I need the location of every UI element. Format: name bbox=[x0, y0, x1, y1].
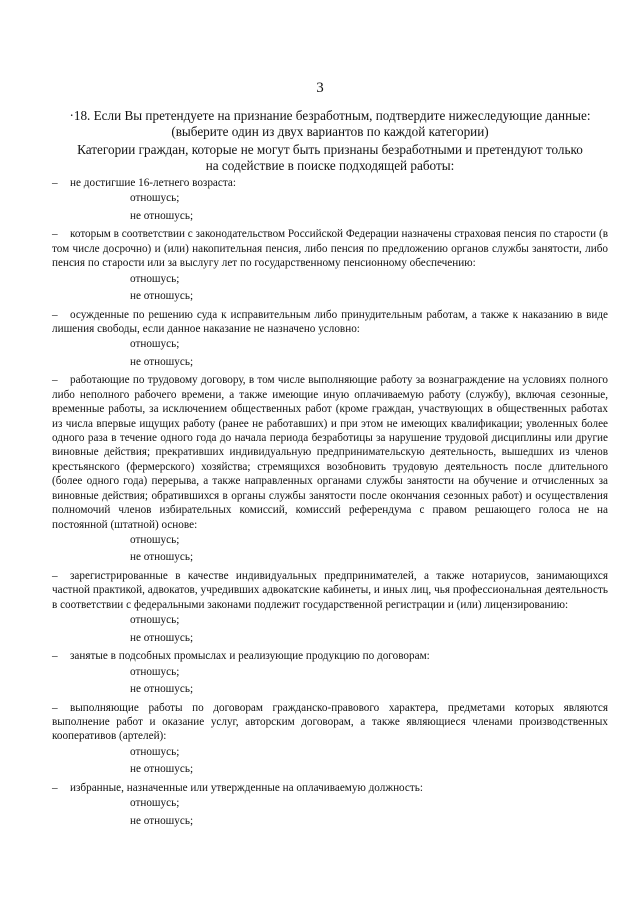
page-number: 3 bbox=[316, 80, 324, 96]
option-yes[interactable]: отношусь; bbox=[130, 745, 180, 758]
category-item bbox=[52, 176, 608, 190]
option-yes[interactable]: отношусь; bbox=[130, 192, 180, 205]
option-no[interactable]: не отношусь; bbox=[130, 763, 194, 776]
question-subtitle: (выберите один из двух вариантов по каждой категории) bbox=[171, 124, 489, 139]
option-no[interactable]: не отношусь; bbox=[130, 551, 194, 564]
list-dash: – bbox=[52, 308, 58, 321]
option-yes[interactable]: отношусь; bbox=[130, 665, 180, 678]
list-dash: – bbox=[52, 374, 58, 387]
option-no[interactable]: не отношусь; bbox=[130, 631, 194, 644]
option-yes[interactable]: отношусь; bbox=[130, 272, 180, 285]
category-item bbox=[52, 308, 608, 337]
question-title: ·18. Если Вы претендуете на признание безработным, подтвердите нижеследующие данные: bbox=[69, 108, 591, 123]
category-text: которым в соответствии с законодательством Российской Федерации назначены страховая пенсия по старости (в том числе досрочно) и (или) накопительная пенсия, либо пенсия по предложению органов службы занятости, либо пенсия по старости или за выслугу лет по государственному пенсионному обеспечению: bbox=[52, 228, 608, 270]
category-text: не достигшие 16-летнего возраста: bbox=[70, 177, 236, 189]
category-text: зарегистрированные в качестве индивидуальных предпринимателей, а также нотариусов, занимающихся частной практикой, адвокатов, учредивших адвокатские кабинеты, и иных лиц, чья профессиональная деятельность в соответствии с федеральными законами подлежит государственной регистрации и (или) лицензированию: bbox=[52, 569, 608, 611]
category-item bbox=[52, 649, 608, 663]
list-dash: – bbox=[52, 177, 58, 189]
list-dash: – bbox=[52, 228, 58, 241]
list-dash: – bbox=[52, 650, 58, 663]
option-no[interactable]: не отношусь; bbox=[130, 814, 194, 827]
list-dash: – bbox=[52, 781, 58, 794]
option-no[interactable]: не отношусь; bbox=[130, 209, 194, 222]
categories-intro: Категории граждан, которые не могут быть признаны безработными и претендуют только на содействие в поиске подходящей работы: bbox=[77, 142, 583, 173]
option-yes[interactable]: отношусь; bbox=[130, 797, 180, 810]
category-text: занятые в подсобных промыслах и реализующие продукцию по договорам: bbox=[70, 650, 430, 663]
option-yes[interactable]: отношусь; bbox=[130, 614, 180, 627]
category-list bbox=[52, 176, 608, 830]
question-heading bbox=[52, 108, 608, 140]
category-text: избранные, назначенные или утвержденные на оплачиваемую должность: bbox=[70, 781, 423, 794]
category-text: работающие по трудовому договору, в том числе выполняющие работу за вознаграждение на условиях полного либо неполного рабочего времени, а также имеющие иную оплачиваемую работу (службу), включая сезонные, временные работы, за исключением общественных работ (кроме граждан, участвующих в общественных работах из числа впервые ищущих работу (ранее не работавших) и при этом не имеющих квалификации; уволенных более одного раза в течение одного года до начала периода безработицы за нарушение трудовой дисциплины или другие виновные действия; прекративших индивидуальную предпринимательскую деятельность, вышедших из членов крестьянского (фермерского) хозяйства; стремящихся возобновить трудовую деятельность после длительного (более одного года) перерыва, а также направленных органами службы занятости на обучение и отчисленных за виновные действия; обратившихся в органы службы занятости после окончания сезонных работ) и осуществления полномочий членов избирательных комиссий, комиссий референдума с правом решающего голоса не на постоянной (штатной) основе: bbox=[52, 374, 608, 531]
category-text: осужденные по решению суда к исправительным либо принудительным работам, а также к наказанию в виде лишения свободы, если данное наказание не назначено условно: bbox=[52, 308, 608, 336]
option-no[interactable]: не отношусь; bbox=[130, 355, 194, 368]
list-dash: – bbox=[52, 569, 58, 582]
category-item bbox=[52, 781, 608, 795]
category-item bbox=[52, 701, 608, 744]
option-no[interactable]: не отношусь; bbox=[130, 290, 194, 303]
category-item bbox=[52, 569, 608, 612]
question-18-section bbox=[52, 108, 608, 830]
category-item bbox=[52, 373, 608, 531]
option-yes[interactable]: отношусь; bbox=[130, 338, 180, 351]
list-dash: – bbox=[52, 701, 58, 714]
category-item bbox=[52, 227, 608, 270]
option-no[interactable]: не отношусь; bbox=[130, 683, 194, 696]
category-text: выполняющие работы по договорам гражданско-правового характера, предметами которых являются выполнение работ и оказание услуг, авторским договорам, а также являющиеся членами производственных кооперативов (артелей): bbox=[52, 701, 608, 743]
option-yes[interactable]: отношусь; bbox=[130, 533, 180, 546]
